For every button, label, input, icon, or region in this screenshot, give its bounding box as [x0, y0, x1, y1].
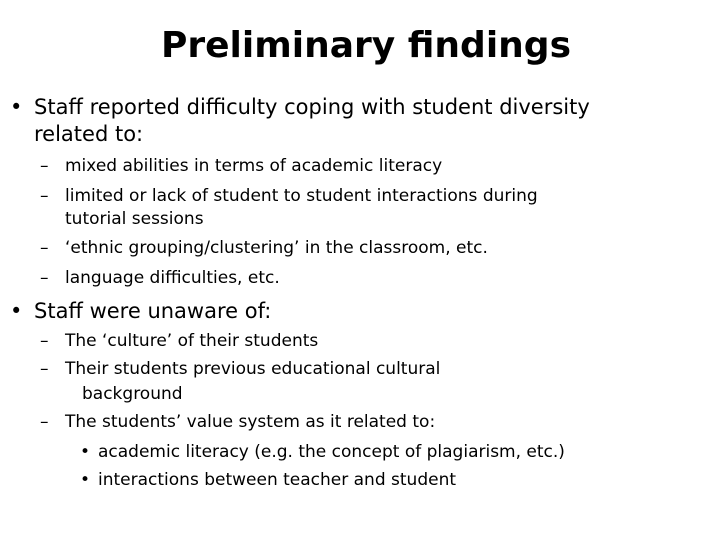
- section2-item: Their students previous educational cultural: [65, 359, 441, 379]
- dash-marker: –: [40, 186, 49, 206]
- section1-heading-line1: Staff reported difficulty coping with student diversity: [34, 95, 590, 119]
- dash-marker: –: [40, 268, 49, 288]
- section1-item-continuation: tutorial sessions: [65, 209, 204, 229]
- section2-item-continuation: background: [82, 384, 183, 404]
- section1-heading-line2: related to:: [34, 122, 144, 146]
- dash-marker: –: [40, 412, 49, 432]
- slide-title: Preliminary findings: [160, 25, 571, 66]
- bullet-marker: •: [10, 95, 23, 119]
- section2-subitem: academic literacy (e.g. the concept of plagiarism, etc.): [98, 442, 565, 462]
- section2-item: The students’ value system as it related to:: [65, 412, 436, 432]
- dash-marker: –: [40, 359, 49, 379]
- bullet-marker: •: [80, 442, 91, 462]
- bullet-marker: •: [10, 299, 23, 323]
- bullet-marker: •: [80, 470, 91, 490]
- section1-item: ‘ethnic grouping/clustering’ in the classroom, etc.: [65, 238, 488, 258]
- section1-item: limited or lack of student to student interactions during: [65, 186, 538, 206]
- dash-marker: –: [40, 331, 49, 351]
- section1-item: language difficulties, etc.: [65, 268, 280, 288]
- section2-heading: Staff were unaware of:: [34, 299, 272, 323]
- dash-marker: –: [40, 238, 49, 258]
- dash-marker: –: [40, 156, 49, 176]
- section1-item: mixed abilities in terms of academic literacy: [65, 156, 443, 176]
- section2-item: The ‘culture’ of their students: [65, 331, 319, 351]
- section2-subitem: interactions between teacher and student: [98, 470, 457, 490]
